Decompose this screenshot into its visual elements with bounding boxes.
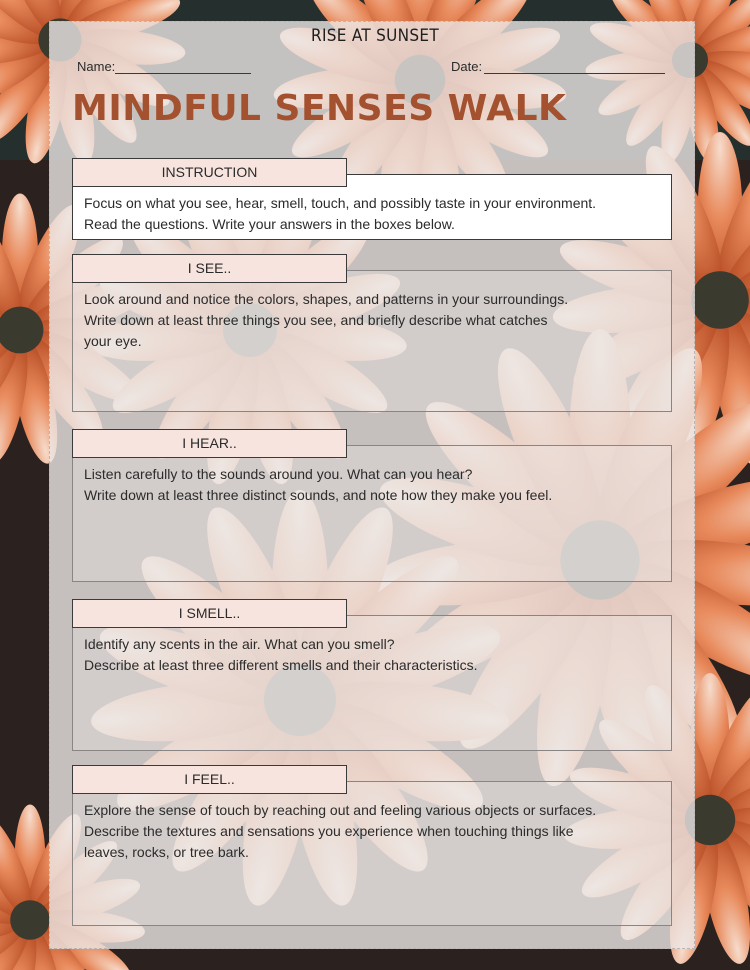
smell-prompt: Identify any scents in the air. What can you smell? Describe at least three different smells and their characteristics. xyxy=(84,636,478,673)
feel-prompt: Explore the sense of touch by reaching out and feeling various objects or surfaces. Describe the textures and sensations you experience when touching things like leaves, rocks, or tree bark. xyxy=(84,802,597,860)
date-line[interactable] xyxy=(484,59,665,74)
date-label: Date: xyxy=(451,59,483,74)
see-answer-box[interactable] xyxy=(72,270,672,412)
smell-tab: I SMELL.. xyxy=(72,599,347,628)
brand-name: RISE AT SUNSET xyxy=(311,26,439,46)
page-title: MINDFUL SENSES WALK xyxy=(72,88,567,129)
feel-tab: I FEEL.. xyxy=(72,765,347,794)
date-field[interactable] xyxy=(451,59,665,74)
see-tab: I SEE.. xyxy=(72,254,347,283)
hear-tab: I HEAR.. xyxy=(72,429,347,458)
hear-answer-box[interactable] xyxy=(72,445,672,582)
feel-answer-box[interactable] xyxy=(72,781,672,926)
instruction-text: Focus on what you see, hear, smell, touch, and possibly taste in your environment. Read the questions. Write your answers in the boxes below. xyxy=(84,195,597,232)
name-line[interactable] xyxy=(115,59,251,74)
see-prompt: Look around and notice the colors, shapes, and patterns in your surroundings. Write down at least three things you see, and briefly describe what catches your eye. xyxy=(84,291,569,349)
smell-answer-box[interactable] xyxy=(72,615,672,751)
name-field[interactable] xyxy=(77,59,251,74)
instruction-tab: INSTRUCTION xyxy=(72,158,347,187)
name-label: Name: xyxy=(77,59,116,74)
hear-prompt: Listen carefully to the sounds around you. What can you hear? Write down at least three distinct sounds, and note how they make you feel. xyxy=(84,466,553,503)
